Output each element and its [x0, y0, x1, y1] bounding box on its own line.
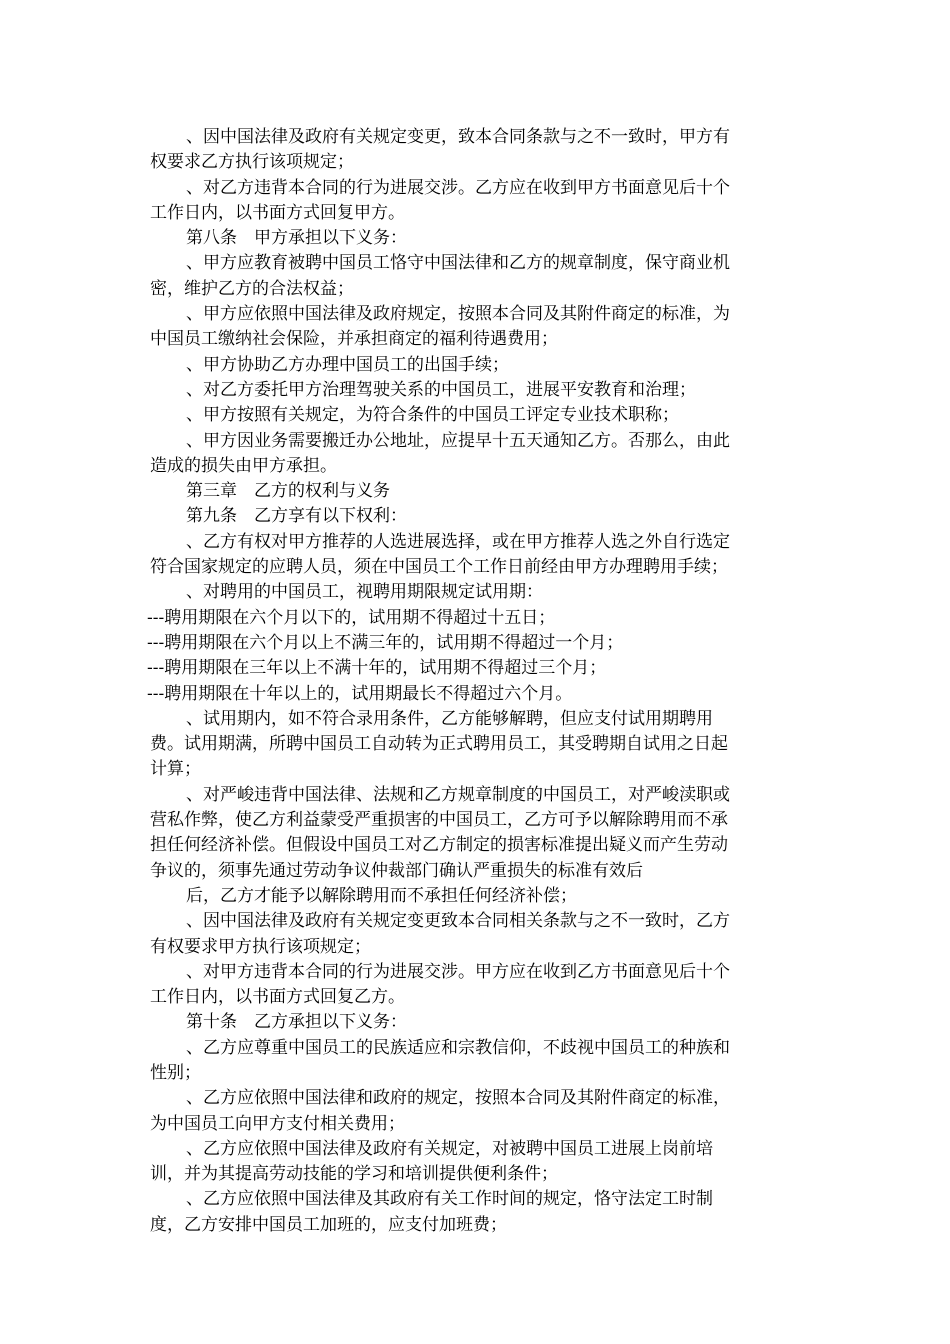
text-line: 造成的损失由甲方承担。: [150, 455, 337, 476]
text-line: 、因中国法律及政府有关规定变更，致本合同条款与之不一致时，甲方有: [186, 127, 730, 147]
text-line: 工作日内，以书面方式回复乙方。: [150, 987, 405, 1008]
text-line: 担任何经济补偿。但假设中国员工对乙方制定的损害标准提出疑义而产生劳动: [150, 835, 728, 856]
document-page: [147, 125, 800, 1238]
text-line: 有权要求甲方执行该项规定；: [150, 936, 371, 957]
text-line: 、对甲方违背本合同的行为进展交涉。甲方应在收到乙方书面意见后十个: [186, 961, 730, 982]
text-line: 度，乙方安排中国员工加班的，应支付加班费；: [150, 1214, 507, 1235]
text-line: 争议的，须事先通过劳动争议仲裁部门确认严重损失的标准有效后: [150, 860, 643, 881]
text-line: 第八条 甲方承担以下义务：: [186, 228, 407, 249]
text-line: 、甲方因业务需要搬迁办公地址，应提早十五天通知乙方。否那么，由此: [186, 430, 730, 451]
text-line: 中国员工缴纳社会保险，并承担商定的福利待遇费用；: [150, 329, 558, 350]
text-line: 、甲方协助乙方办理中国员工的出国手续；: [186, 354, 509, 375]
text-line: 、乙方应依照中国法律及其政府有关工作时间的规定，恪守法定工时制: [186, 1189, 713, 1210]
text-line: 、对严峻违背中国法律、法规和乙方规章制度的中国员工，对严峻渎职或: [186, 784, 730, 805]
text-line: 后，乙方才能予以解除聘用而不承担任何经济补偿；: [186, 885, 577, 906]
text-line: 第十条 乙方承担以下义务：: [186, 1012, 407, 1033]
text-line: ---聘用期限在六个月以下的，试用期不得超过十五日；: [147, 607, 556, 628]
text-line: 、对乙方委托甲方治理驾驶关系的中国员工，进展平安教育和治理；: [186, 379, 696, 400]
text-line: 、乙方有权对甲方推荐的人选进展选择，或在甲方推荐人选之外自行选定: [186, 531, 730, 552]
text-line: 、乙方应依照中国法律和政府的规定，按照本合同及其附件商定的标准，: [186, 1088, 730, 1109]
text-line: ---聘用期限在三年以上不满十年的，试用期不得超过三个月；: [147, 658, 607, 679]
text-line: 权要求乙方执行该项规定；: [150, 152, 354, 173]
text-line: 、乙方应尊重中国员工的民族适应和宗教信仰，不歧视中国员工的种族和: [186, 1037, 730, 1058]
text-line: ---聘用期限在十年以上的，试用期最长不得超过六个月。: [147, 683, 573, 704]
text-line: 费。试用期满，所聘中国员工自动转为正式聘用员工，其受聘期自试用之日起: [150, 734, 728, 755]
text-line: ---聘用期限在六个月以上不满三年的，试用期不得超过一个月；: [147, 632, 624, 653]
text-line: 、甲方按照有关规定，为符合条件的中国员工评定专业技术职称；: [186, 405, 679, 426]
text-line: 性别；: [150, 1062, 201, 1083]
text-line: 第九条 乙方享有以下权利：: [186, 506, 407, 527]
text-line: 计算；: [150, 759, 201, 780]
text-line: 、甲方应依照中国法律及政府规定，按照本合同及其附件商定的标准，为: [186, 304, 730, 325]
text-line: 训，并为其提高劳动技能的学习和培训提供便利条件；: [150, 1164, 558, 1185]
text-line: 密，维护乙方的合法权益；: [150, 278, 354, 299]
text-line: 第三章 乙方的权利与义务: [186, 481, 390, 502]
text-line: 为中国员工向甲方支付相关费用；: [150, 1113, 405, 1134]
text-line: 符合国家规定的应聘人员，须在中国员工个工作日前经由甲方办理聘用手续；: [150, 557, 728, 578]
text-line: 、乙方应依照中国法律及政府有关规定，对被聘中国员工进展上岗前培: [186, 1138, 713, 1159]
text-line: 营私作弊，使乙方利益蒙受严重损害的中国员工，乙方可予以解除聘用而不承: [150, 810, 728, 831]
text-line: 工作日内，以书面方式回复甲方。: [150, 202, 405, 223]
text-line: 、甲方应教育被聘中国员工恪守中国法律和乙方的规章制度，保守商业机: [186, 253, 730, 274]
text-line: 、对聘用的中国员工，视聘用期限规定试用期：: [186, 582, 543, 603]
text-line: 、因中国法律及政府有关规定变更致本合同相关条款与之不一致时，乙方: [186, 911, 730, 932]
text-line: 、试用期内，如不符合录用条件，乙方能够解聘，但应支付试用期聘用: [186, 708, 713, 729]
text-line: 、对乙方违背本合同的行为进展交涉。乙方应在收到甲方书面意见后十个: [186, 177, 730, 198]
